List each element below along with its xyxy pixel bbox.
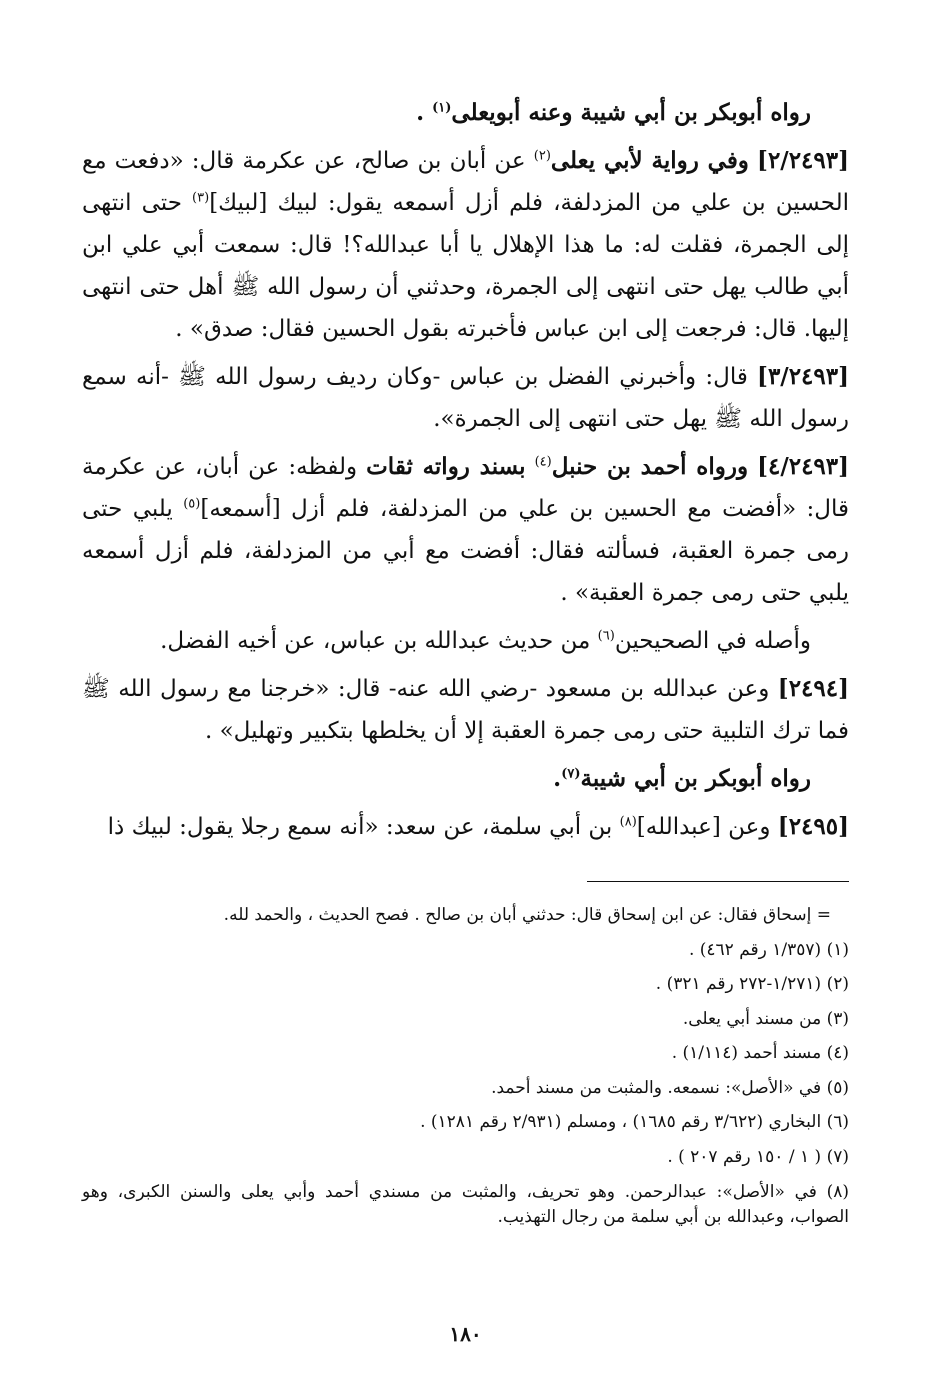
hadith-text: وعن [عبدالله]: [636, 814, 771, 840]
footnote-ref: (١): [432, 100, 452, 116]
footnote-ref: (٢): [533, 148, 551, 164]
hadith-text: حتى انتهى إلى الجمرة، فقلت له: ما هذا الإهلال يا أبا عبدالله؟! قال: سمعت أبي علي ابن أبي طالب يهل حتى انتهى إلى الجمرة، وحدثني أن رسول الله ﷺ أهل حتى انتهى إليها. قال: فرجعت إلى ابن عباس فأخبرته بقول الحسين فقال: صدق» .: [82, 190, 849, 342]
hadith-number: [٢/٢٤٩٣]: [757, 147, 849, 174]
hadith-text: وعن عبدالله بن مسعود -رضي الله عنه- قال: «خرجنا مع رسول الله ﷺ فما ترك التلبية حتى رمى جمرة العقبة إلا أن يخلطها بتكبير وتهليل» .: [82, 676, 849, 744]
hadith-text: بن أبي سلمة، عن سعد: «أنه سمع رجلا يقول: لبيك ذا: [107, 814, 613, 840]
narration-text: رواه أبوبكر بن أبي شيبة: [580, 765, 811, 792]
footnote-continuation: = إسحاق فقال: عن ابن إسحاق قال: حدثني أبان بن صالح . فصح الحديث ، والحمد لله.: [223, 905, 831, 925]
footnote-ref: (٥): [183, 496, 201, 512]
paragraph-3: [82, 356, 849, 440]
footnote-divider: [587, 881, 849, 882]
paragraph-7: رواه أبوبكر بن أبي شيبة$^{(٧)}$.: [553, 765, 811, 792]
paragraph-5: [82, 620, 849, 662]
hadith-text: يلبي حتى رمى جمرة العقبة، فسألته فقال: أفضت مع أبي من المزدلفة، فلم أزل أسمعه يلبي حتى رمى جمرة العقبة» .: [82, 496, 849, 606]
footnote-7: (٧) ( ١ / ١٥٠ رقم ٢٠٧ ) .: [667, 1146, 849, 1167]
paragraph-8: [82, 806, 849, 848]
narration-lead: وفي رواية لأبي يعلى: [550, 147, 749, 174]
footnote-ref: (٨): [619, 814, 637, 830]
hadith-number: [٣/٢٤٩٣]: [757, 363, 849, 390]
footnote-ref: (٤): [534, 454, 552, 470]
footnote-ref: (٧): [561, 766, 581, 782]
footnote-4: (٤) مسند أحمد (١/١١٤) .: [671, 1043, 849, 1063]
chain-grading: بسند رواته ثقات: [366, 453, 526, 480]
narration-lead: ورواه أحمد بن حنبل: [551, 453, 749, 480]
source-text: من حديث عبدالله بن عباس، عن أخيه الفضل.: [160, 628, 591, 654]
narration-text: رواه أبوبكر بن أبي شيبة وعنه أبويعلى: [451, 99, 811, 126]
paragraph-2: [82, 140, 849, 350]
footnote-8: (٨) في «الأصل»: عبدالرحمن. وهو تحريف، والمثبت من مسندي أحمد وأبي يعلى والسنن الكبرى، وهو الصواب، وعبدالله بن أبي سلمة من رجال التهذيب.: [82, 1182, 849, 1227]
footnotes: [82, 898, 849, 1230]
footnote-ref: (٦): [597, 628, 615, 644]
paragraph-6: [82, 668, 849, 752]
page-number: ١٨٠: [449, 1322, 482, 1346]
hadith-number: [٢٤٩٥]: [777, 813, 849, 840]
paragraph-1: رواه أبوبكر بن أبي شيبة وعنه أبويعلى$^{(١)}$ .: [416, 99, 811, 126]
hadith-text: عن أبان بن صالح، عن عكرمة قال: «دفعت مع الحسين بن علي من المزدلفة، فلم أزل أسمعه يقول: لبيك [لبيك]: [82, 148, 849, 216]
main-text: [82, 92, 849, 854]
hadith-number: [٤/٢٤٩٣]: [757, 453, 850, 480]
footnote-3: (٣) من مسند أبي يعلى.: [682, 1008, 849, 1029]
paragraph-4: [82, 446, 849, 614]
footnote-6: (٦) البخاري (٣/٦٢٢ رقم ١٦٨٥) ، ومسلم (٢/٩٣١ رقم ١٢٨١) .: [420, 1112, 849, 1132]
footnote-2: (٢) (١/٢٧١-٢٧٢ رقم ٣٢١) .: [655, 974, 849, 994]
hadith-text: ولفظه: عن أبان، عن عكرمة قال: «أفضت مع الحسين بن علي من المزدلفة، فلم أزل [أسمعه]: [82, 454, 849, 522]
footnote-5: (٥) في «الأصل»: نسمعه. والمثبت من مسند أحمد.: [491, 1077, 849, 1098]
source-text: وأصله في الصحيحين: [614, 628, 811, 654]
footnote-1: (١) (١/٣٥٧ رقم ٤٦٢) .: [688, 939, 849, 960]
hadith-number: [٢٤٩٤]: [777, 675, 849, 702]
footnote-ref: (٣): [192, 190, 210, 206]
hadith-text: قال: وأخبرني الفضل بن عباس -وكان رديف رسول الله ﷺ -أنه سمع رسول الله ﷺ يهل حتى انتهى إلى الجمرة».: [82, 364, 849, 432]
